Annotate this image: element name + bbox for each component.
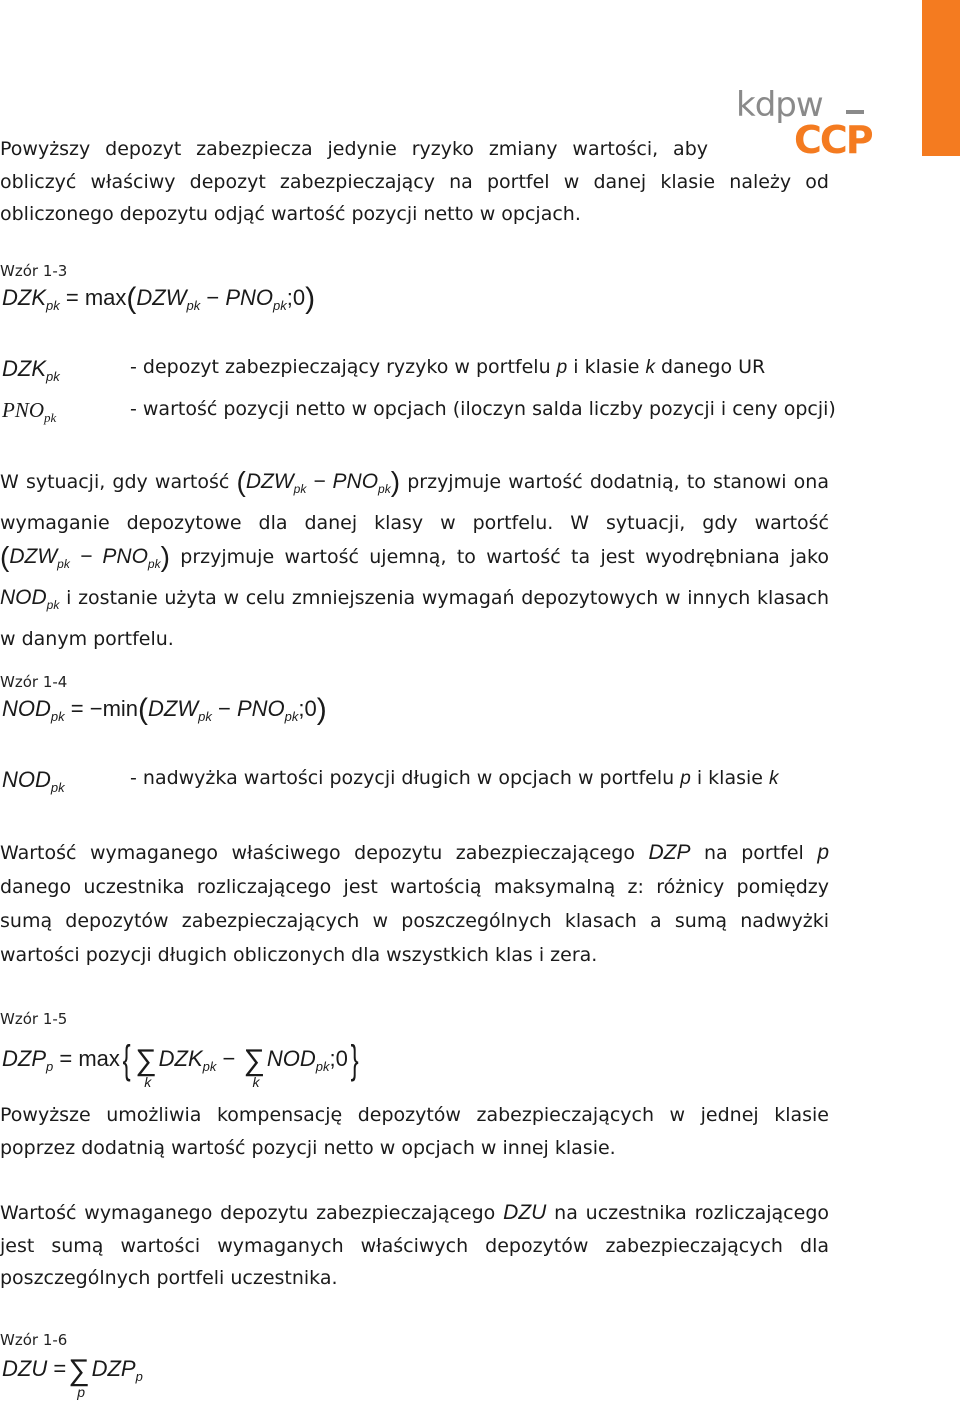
formula-operator: = bbox=[53, 1356, 67, 1381]
definition-text: - wartość pozycji netto w opcjach (iloczyn salda liczby pozycji i ceny opcji) bbox=[130, 398, 836, 420]
formula-symbol: DZK bbox=[2, 285, 46, 310]
brand-accent-bar bbox=[922, 0, 960, 156]
sum-index: p bbox=[77, 1384, 85, 1400]
formula-operator: − bbox=[222, 1046, 236, 1071]
paragraph-line: danego uczestnika rozliczającego jest wartością maksymalną z: różnicy pomiędzy bbox=[0, 876, 829, 898]
paragraph-line bbox=[0, 465, 829, 506]
formula-function: max bbox=[78, 1046, 120, 1071]
sum-index: k bbox=[144, 1074, 152, 1090]
definition-symbol bbox=[2, 767, 65, 795]
definition-fragment: - depozyt zabezpieczający ryzyko w portfelu bbox=[130, 356, 557, 378]
formula-symbol: DZU bbox=[2, 1356, 48, 1381]
formula-subscript: p bbox=[135, 1369, 143, 1384]
formula-symbol: DZW bbox=[136, 285, 187, 310]
formula-symbol: DZP bbox=[2, 1046, 46, 1071]
formula-symbol: PNO bbox=[236, 696, 285, 721]
paragraph-line: Powyższy depozyt zabezpiecza jedynie ryzyko zmiany wartości, aby bbox=[0, 138, 708, 160]
logo-text-kdpw: kdpw bbox=[736, 85, 823, 125]
formula-symbol: DZP bbox=[91, 1356, 136, 1381]
definition-text bbox=[130, 356, 765, 379]
formula-label: Wzór 1-4 bbox=[0, 673, 68, 691]
paragraph-line: poszczególnych portfeli uczestnika. bbox=[0, 1267, 338, 1289]
symbol-text: DZK bbox=[2, 356, 46, 381]
symbol-text: NOD bbox=[2, 767, 51, 792]
paragraph-line: poprzez dodatnią wartość pozycji netto w opcjach w innej klasie. bbox=[0, 1136, 616, 1159]
paragraph-5 bbox=[0, 1197, 829, 1295]
formula-tail: ;0 bbox=[298, 696, 317, 721]
paragraph-line: obliczyć właściwy depozyt zabezpieczający na portfel w danej klasie należy od bbox=[0, 170, 829, 193]
logo-underscore bbox=[846, 110, 864, 114]
paragraph-line: w danym portfelu. bbox=[0, 628, 174, 650]
formula-brace: } bbox=[350, 1038, 359, 1082]
definition-symbol bbox=[2, 356, 60, 384]
formula-1-5 bbox=[2, 1038, 361, 1090]
text-fragment: przyjmuje wartość ujemną, to wartość ta jest wyodrębniana jako bbox=[180, 546, 829, 568]
formula-brace: { bbox=[122, 1038, 131, 1082]
definition-var: k bbox=[645, 357, 655, 378]
formula-paren: ( bbox=[138, 693, 149, 726]
formula-subscript: pk bbox=[284, 709, 299, 724]
definition-fragment: i klasie bbox=[567, 356, 646, 378]
formula-function: min bbox=[102, 696, 139, 721]
paragraph-3 bbox=[0, 836, 829, 972]
paragraph-line: jest sumą wartości wymaganych właściwych depozytów zabezpieczających dla bbox=[0, 1234, 829, 1257]
formula-tail: ;0 bbox=[329, 1046, 348, 1071]
definition-var: p bbox=[680, 768, 691, 789]
paragraph-1 bbox=[0, 133, 829, 231]
definition-fragment: i klasie bbox=[690, 767, 770, 789]
symbol-subscript: pk bbox=[44, 410, 57, 425]
definition-var: p bbox=[556, 357, 568, 378]
text-fragment: na uczestnika rozliczającego bbox=[554, 1202, 830, 1224]
paragraph-line bbox=[0, 581, 829, 622]
formula-symbol: NOD bbox=[266, 1046, 316, 1071]
text-fragment: na portfel bbox=[704, 842, 804, 864]
paragraph-line: sumą depozytów zabezpieczających w poszczególnych klasach a sumą nadwyżki bbox=[0, 910, 829, 932]
sum-index: k bbox=[252, 1074, 260, 1090]
formula-operator: = bbox=[70, 696, 84, 721]
formula-operator: − bbox=[206, 285, 220, 310]
paragraph-4 bbox=[0, 1099, 829, 1164]
formula-paren: ) bbox=[305, 282, 316, 315]
definition-fragment: danego UR bbox=[654, 356, 766, 378]
paragraph-line: obliczonego depozytu odjąć wartość pozycji netto w opcjach. bbox=[0, 203, 581, 225]
formula-operator: = bbox=[59, 1046, 73, 1071]
logo-text-ccp: CCP bbox=[794, 118, 872, 162]
paragraph-line bbox=[0, 836, 829, 870]
formula-symbol: DZW bbox=[148, 696, 199, 721]
inline-math: $NOD_{pk}$ bbox=[0, 586, 60, 612]
formula-subscript: pk bbox=[46, 298, 60, 313]
text-fragment: W sytuacji, gdy wartość bbox=[0, 471, 230, 493]
paragraph-line: wymaganie depozytowe dla danej klasy w portfelu. W sytuacji, gdy wartość bbox=[0, 512, 829, 534]
inline-math: DZU bbox=[503, 1201, 547, 1224]
text-fragment: i zostanie użyta w celu zmniejszenia wymagań depozytowych w innych klasach bbox=[66, 587, 829, 609]
formula-subscript: pk bbox=[202, 1059, 217, 1074]
formula-symbol: NOD bbox=[2, 696, 51, 721]
formula-subscript: pk bbox=[273, 298, 287, 313]
formula-label: Wzór 1-3 bbox=[0, 262, 68, 280]
symbol-subscript: pk bbox=[50, 780, 65, 795]
paragraph-line bbox=[0, 540, 829, 581]
paragraph-line: Powyższe umożliwia kompensację depozytów zabezpieczających w jednej klasie bbox=[0, 1104, 829, 1126]
formula-symbol: DZK bbox=[158, 1046, 203, 1071]
text-fragment: przyjmuje wartość dodatnią, to stanowi ona bbox=[407, 471, 829, 493]
formula-subscript: p bbox=[46, 1059, 54, 1074]
formula-1-6 bbox=[2, 1354, 143, 1400]
sum-operator: ∑ k bbox=[243, 1044, 265, 1090]
formula-paren: ( bbox=[126, 282, 137, 315]
formula-1-3 bbox=[2, 282, 315, 316]
inline-math: p bbox=[817, 841, 829, 864]
formula-subscript: pk bbox=[186, 298, 201, 313]
paragraph-line bbox=[0, 1197, 829, 1230]
definition-fragment: - nadwyżka wartości pozycji długich w opcjach w portfelu bbox=[130, 767, 681, 789]
formula-subscript: pk bbox=[50, 709, 65, 724]
formula-subscript: pk bbox=[198, 709, 212, 724]
text-fragment: Wartość wymaganego właściwego depozytu zabezpieczającego bbox=[0, 842, 635, 864]
definition-symbol bbox=[2, 398, 56, 426]
symbol-text: PNO bbox=[2, 398, 44, 422]
formula-paren: ) bbox=[316, 693, 327, 726]
formula-symbol: PNO bbox=[225, 285, 274, 310]
formula-tail: ;0 bbox=[286, 285, 306, 310]
inline-math: DZP bbox=[648, 841, 691, 864]
symbol-subscript: pk bbox=[46, 369, 60, 384]
formula-label: Wzór 1-6 bbox=[0, 1331, 68, 1349]
text-fragment: Wartość wymaganego depozytu zabezpieczającego bbox=[0, 1202, 496, 1224]
formula-label: Wzór 1-5 bbox=[0, 1010, 68, 1028]
formula-subscript: pk bbox=[315, 1059, 330, 1074]
inline-math: $(DZW_{pk} - PNO_{pk})$ bbox=[236, 466, 401, 497]
formula-function: max bbox=[84, 285, 127, 310]
paragraph-line: wartości pozycji długich obliczonych dla wszystkich klas i zera. bbox=[0, 944, 598, 966]
definition-var: k bbox=[769, 768, 779, 789]
paragraph-2 bbox=[0, 465, 829, 656]
formula-operator: − bbox=[89, 696, 103, 721]
formula-1-4 bbox=[2, 693, 327, 727]
sum-operator: ∑ p bbox=[68, 1354, 90, 1400]
formula-operator: = bbox=[65, 285, 79, 310]
sum-operator: ∑ k bbox=[135, 1044, 157, 1090]
definition-text bbox=[130, 767, 779, 790]
formula-operator: − bbox=[218, 696, 231, 721]
inline-math: $(DZW_{pk} - PNO_{pk})$ bbox=[0, 541, 170, 572]
